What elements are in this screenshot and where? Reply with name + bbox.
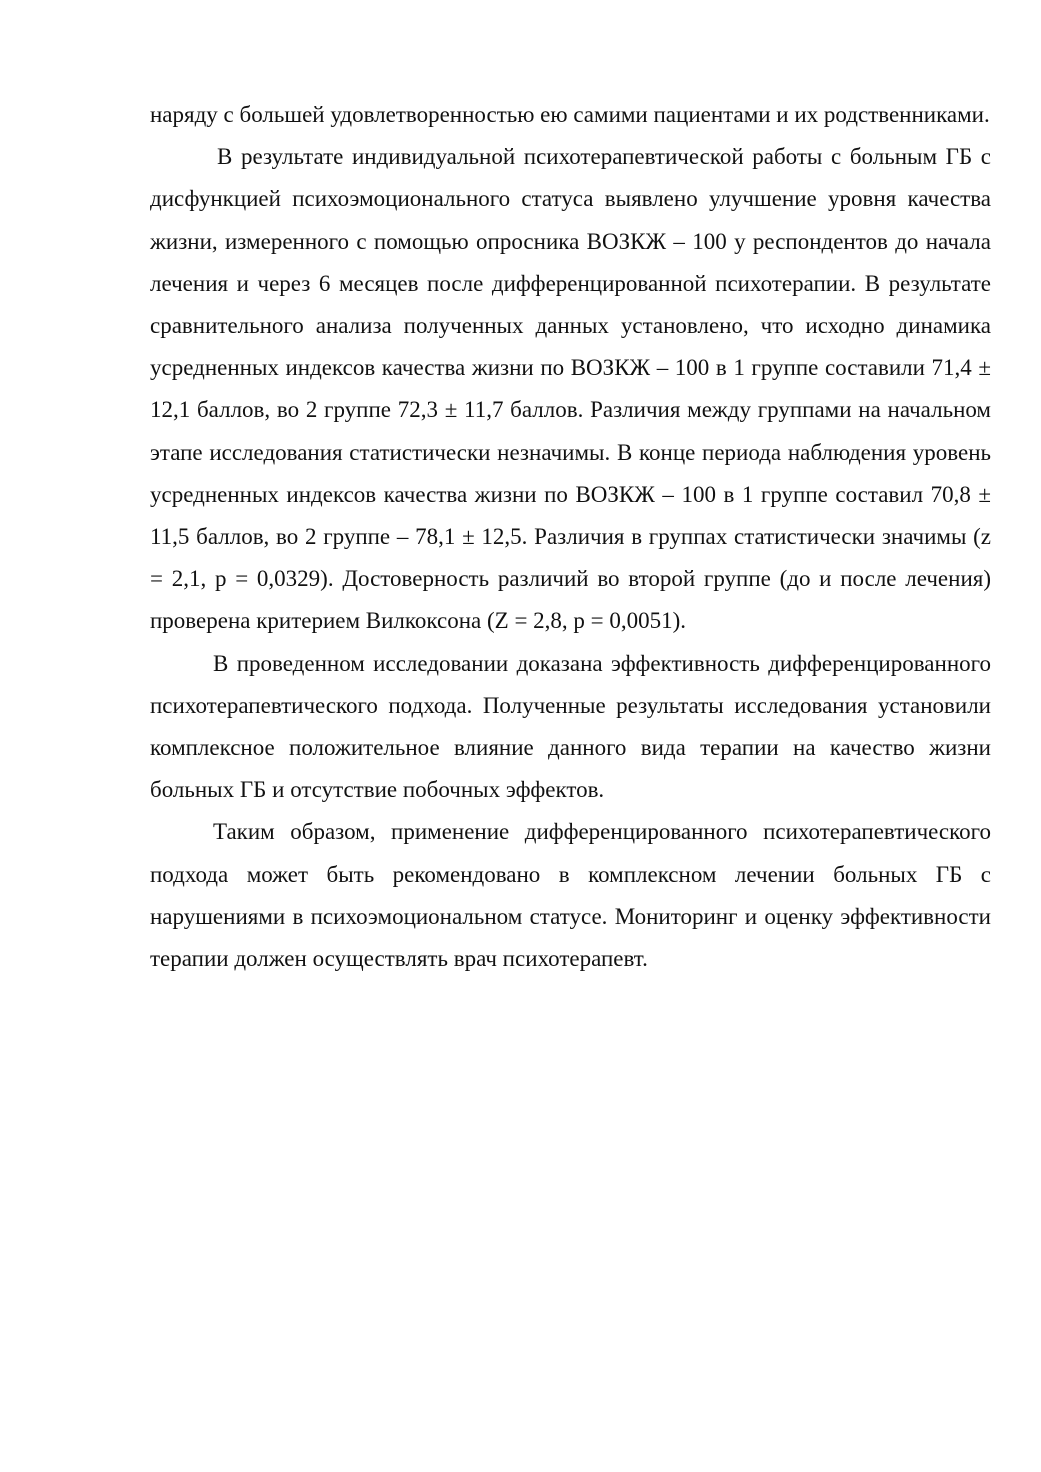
paragraph-effectiveness: В проведенном исследовании доказана эффективность дифференцированного психотерапевтического подхода. Полученные результаты исследования установили комплексное положительное влияние данного вида терапии на качество жизни больных ГБ и отсутствие побочных эффектов. <box>150 650 991 803</box>
paragraph-results: В результате индивидуальной психотерапевтической работы с больным ГБ с дисфункцией психоэмоционального статуса выявлено улучшение уровня качества жизни, измеренного с помощью опросника ВОЗКЖ – 100 у респондентов до начала лечения и через 6 месяцев после дифференцированной психотерапии. В результате сравнительного анализа полученных данных установлено, что исходно динамика усредненных индексов качества жизни по ВОЗКЖ – 100 в 1 группе составили 71,4 ± 12,1 баллов, во 2 группе 72,3 ± 11,7 баллов. Различия между группами на начальном этапе исследования статистически незначимы. В конце периода наблюдения уровень усредненных индексов качества жизни по ВОЗКЖ – 100 в 1 группе составил 70,8 ± 11,5 баллов, во 2 группе – 78,1 ± 12,5. Различия в группах статистически значимы (z = 2,1, p = 0,0329). Достоверность различий во второй группе (до и после лечения) проверена критерием Вилкоксона (Z = 2,8, p = 0,0051). <box>150 144 991 634</box>
body-text <box>150 94 991 980</box>
paragraph-continuation: наряду с большей удовлетворенностью ею самими пациентами и их родственниками. <box>150 102 990 127</box>
paragraph-conclusion: Таким образом, применение дифференцированного психотерапевтического подхода может быть рекомендовано в комплексном лечении больных ГБ с нарушениями в психоэмоциональном статусе. Мониторинг и оценку эффективности терапии должен осуществлять врач психотерапевт. <box>150 819 991 972</box>
